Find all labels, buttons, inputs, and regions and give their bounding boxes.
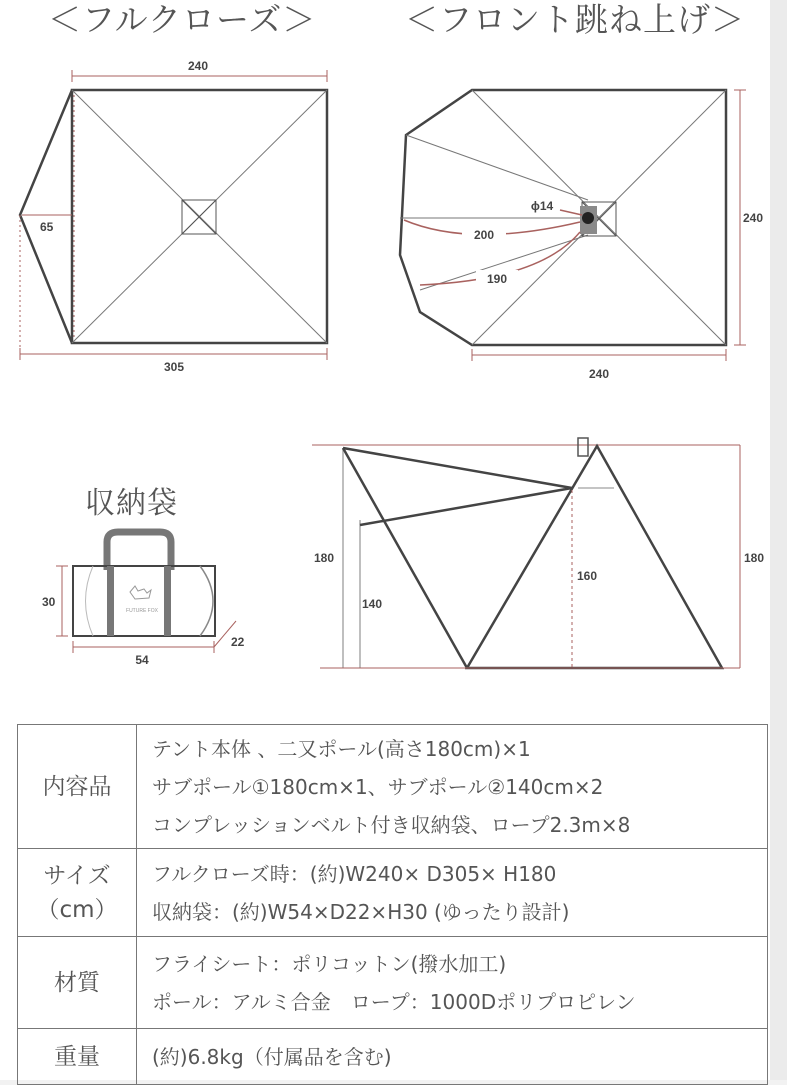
spec-table (17, 724, 768, 1085)
dim-full-bottom: 305 (163, 360, 185, 374)
row-value-material: フライシート：ポリコットン(撥水加工) ポール：アルミ合金 ロープ：1000Dポリプロピレン (137, 937, 768, 1029)
bag-logo: FUTURE FOX (126, 608, 158, 614)
table-row (18, 849, 768, 937)
dim-front-bottom: 240 (588, 367, 610, 381)
dim-side-pole: 140 (362, 597, 383, 611)
full-close-diagram (20, 59, 327, 374)
dim-bag-height: 30 (42, 595, 56, 609)
row-header-contents: 内容品 (18, 725, 137, 849)
front-up-title: ＜フロント跳ね上げ＞ (405, 0, 745, 39)
bag-title: 収納袋 (85, 486, 178, 521)
dim-bag-depth: 22 (231, 635, 245, 649)
dim-full-left: 65 (40, 220, 54, 234)
row-value-weight: (約)6.8kg（付属品を含む) (137, 1029, 768, 1085)
dim-front-phi: ϕ14 (530, 199, 554, 213)
row-header-weight: 重量 (18, 1029, 137, 1085)
dim-side-right: 180 (744, 551, 765, 565)
front-up-diagram (400, 90, 763, 381)
row-value-size: フルクローズ時：(約)W240× D305× H180 収納袋：(約)W54×D22×H30 (ゆったり設計) (137, 849, 768, 937)
table-row (18, 937, 768, 1029)
row-value-contents: テント本体 、二又ポール(高さ180cm)×1 サブポール①180cm×1、サブポール②140cm×2 コンプレッションベルト付き収納袋、ロープ2.3m×8 (137, 725, 768, 849)
dim-front-190: 190 (486, 272, 508, 286)
side-view-diagram (312, 438, 764, 668)
dim-front-200: 200 (473, 228, 495, 242)
table-row (18, 725, 768, 849)
dim-full-top: 240 (187, 59, 209, 73)
dim-bag-width: 54 (135, 653, 149, 667)
full-close-title: ＜フルクローズ＞ (48, 0, 317, 39)
table-row (18, 1029, 768, 1085)
row-header-size: サイズ （cm） (18, 849, 137, 937)
storage-bag-diagram (42, 532, 245, 667)
row-header-material: 材質 (18, 937, 137, 1029)
dim-side-center: 160 (577, 569, 598, 583)
dim-side-left: 180 (314, 551, 335, 565)
dim-front-right: 240 (743, 211, 764, 225)
